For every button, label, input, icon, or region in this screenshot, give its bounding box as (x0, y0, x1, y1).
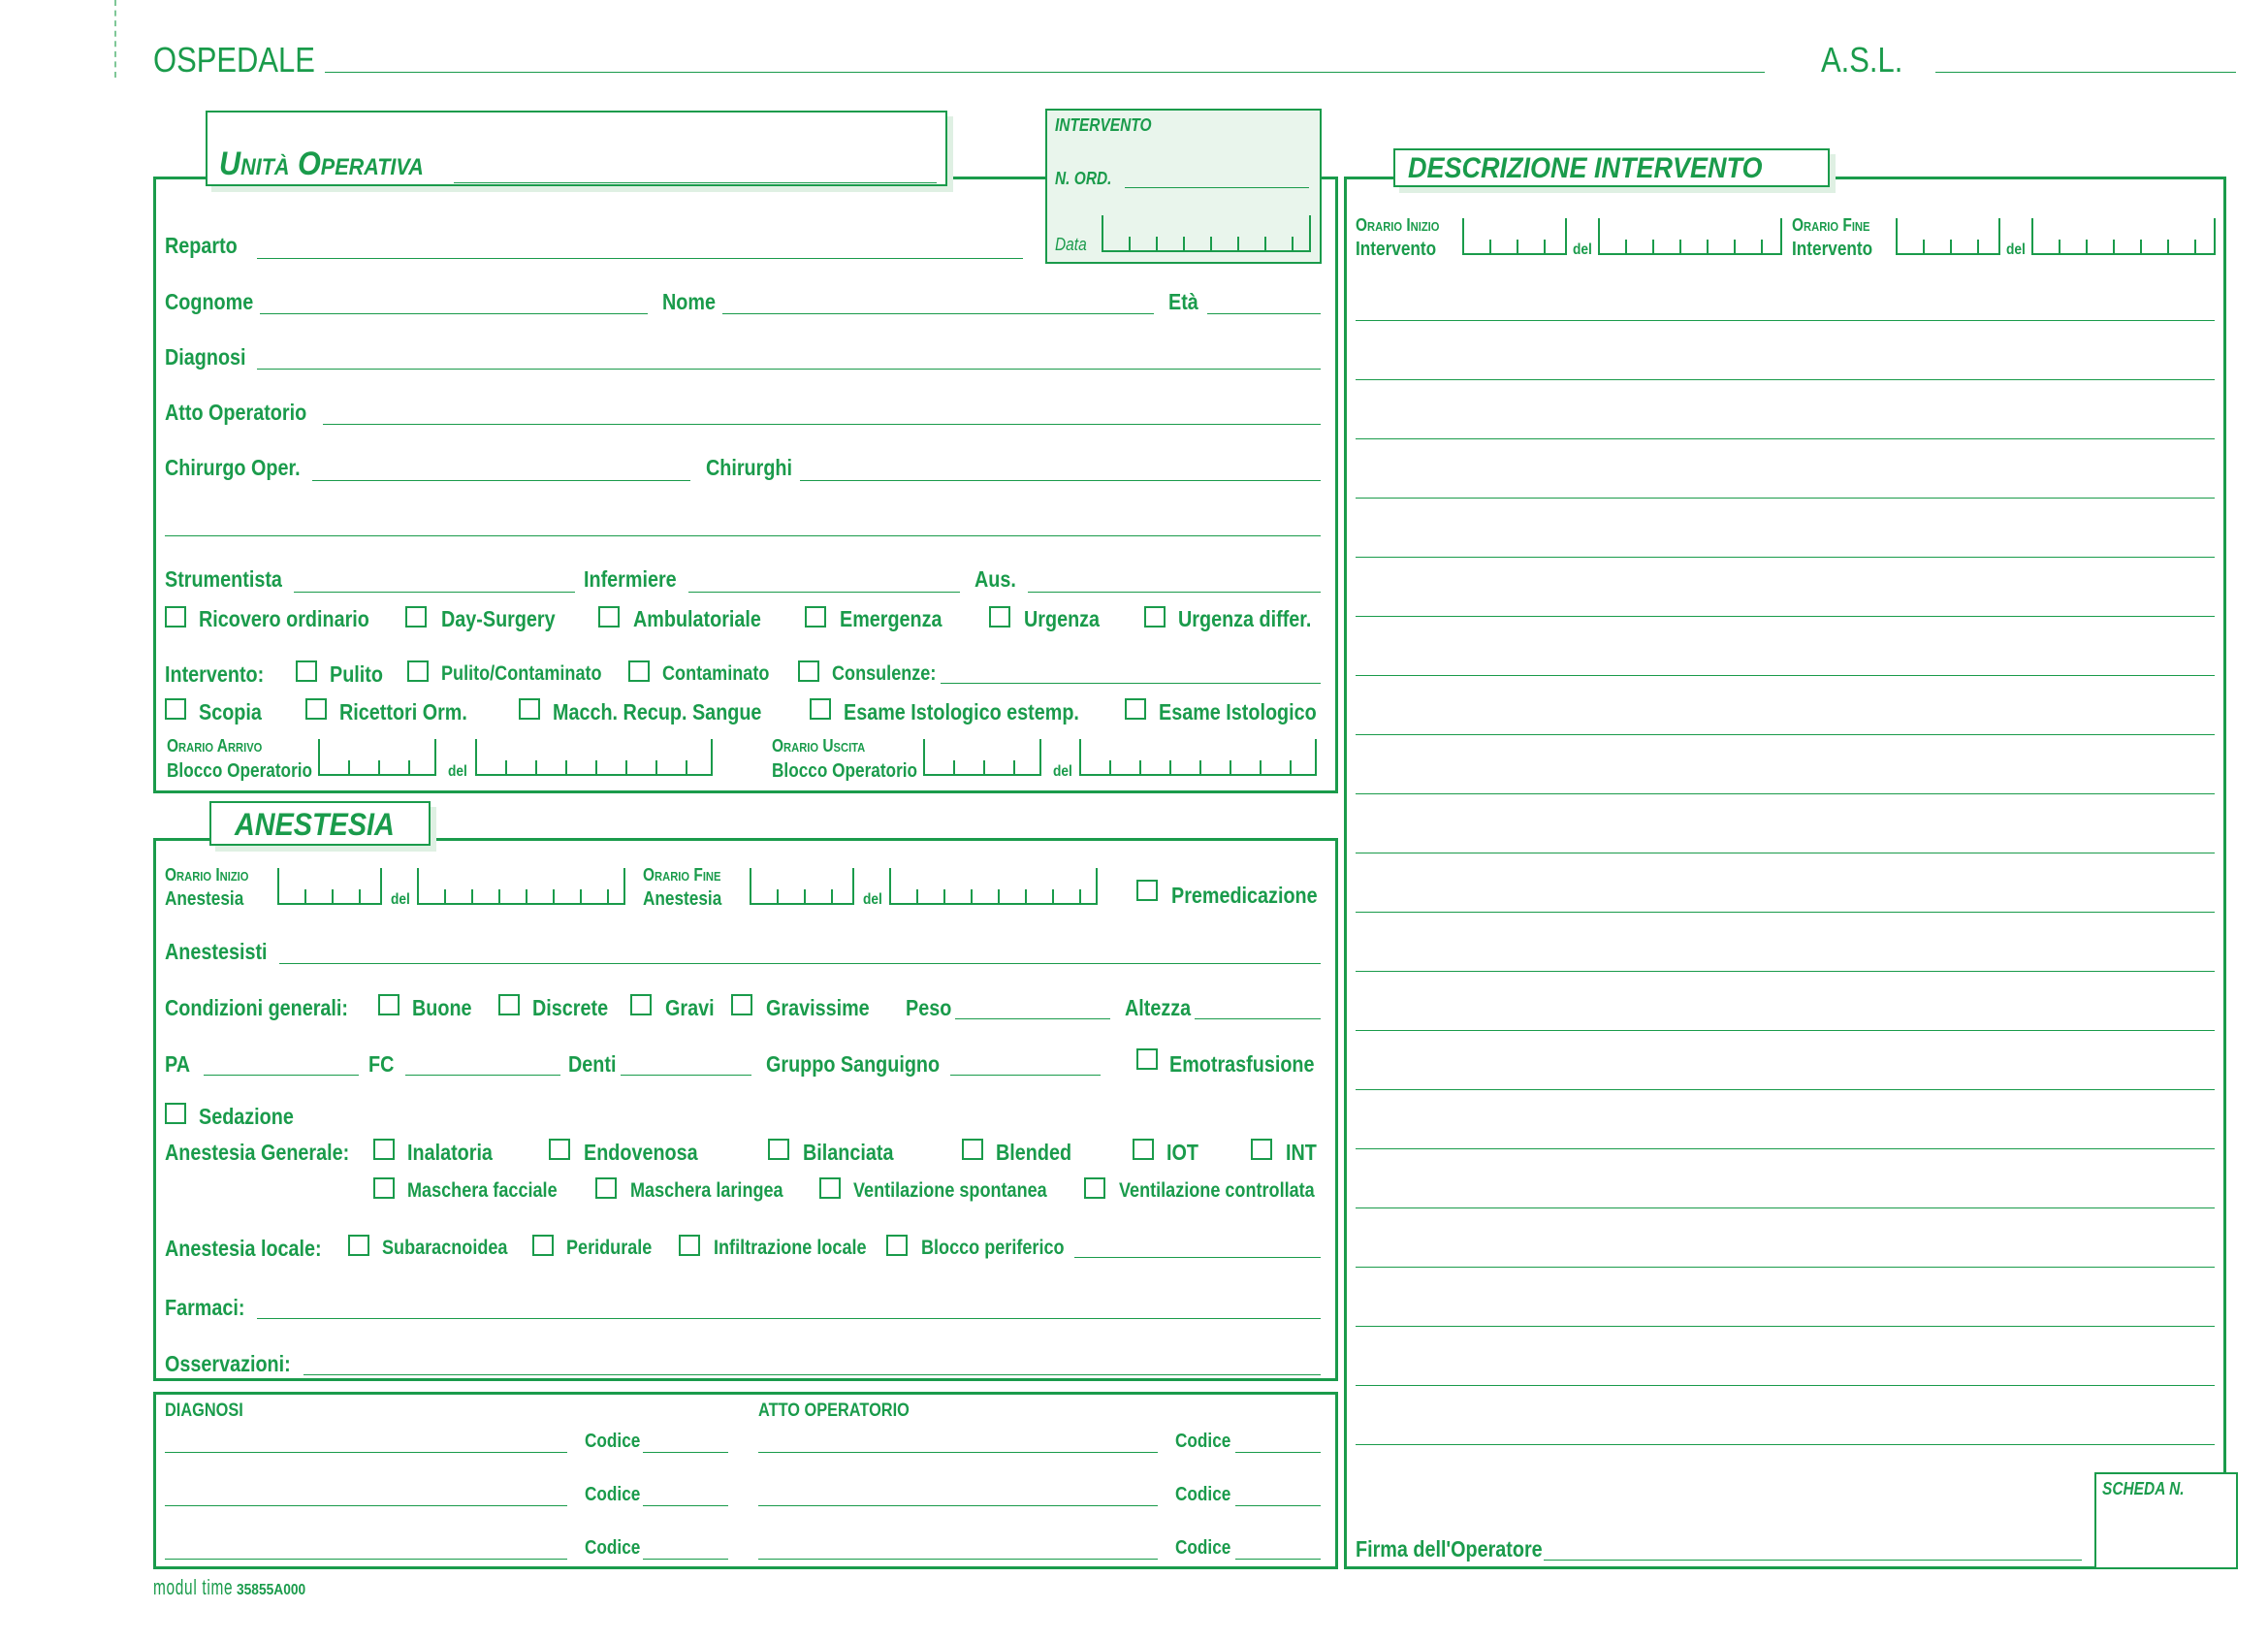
diagnosi-codice-1[interactable] (643, 1452, 728, 1453)
fine-intervento-label: Orario Fine (1792, 215, 1870, 235)
inizio-intervento-field[interactable] (1462, 218, 1567, 255)
n-ord-field[interactable] (1125, 187, 1309, 188)
inalatoria-label: Inalatoria (407, 1140, 493, 1165)
iot-label: IOT (1166, 1140, 1198, 1165)
descrizione-title: DESCRIZIONE INTERVENTO (1408, 152, 1763, 184)
inizio-anestesia-del: del (391, 891, 410, 908)
pulito-contaminato-checkbox[interactable] (407, 660, 429, 682)
subaracnoidea-label: Subaracnoidea (382, 1237, 508, 1259)
endovenosa-checkbox[interactable] (549, 1139, 570, 1160)
fine-anestesia-label: Orario Fine (643, 865, 721, 885)
chirurghi-label: Chirurghi (706, 455, 793, 480)
codici-diagnosi-title: DIAGNOSI (165, 1401, 243, 1421)
codice-label: Codice (1175, 1431, 1231, 1452)
inizio-anestesia-label: Orario Inizio (165, 865, 249, 885)
contaminato-label: Contaminato (662, 662, 770, 685)
codici-atto-title: ATTO OPERATORIO (758, 1401, 910, 1421)
ambulatoriale-checkbox[interactable] (598, 606, 620, 628)
altezza-label: Altezza (1125, 995, 1192, 1020)
gravi-checkbox[interactable] (630, 994, 652, 1015)
int-label: INT (1286, 1140, 1317, 1165)
intervento-label: Intervento: (165, 661, 265, 687)
fine-intervento-sub: Intervento (1792, 239, 1873, 260)
descrizione-line[interactable] (1356, 1385, 2215, 1386)
descrizione-line[interactable] (1356, 498, 2215, 499)
maschera-laringea-label: Maschera laringea (630, 1179, 783, 1202)
diagnosi-codice-2[interactable] (643, 1505, 728, 1506)
strumentista-label: Strumentista (165, 566, 282, 592)
descrizione-line[interactable] (1356, 1030, 2215, 1031)
descrizione-line[interactable] (1356, 1267, 2215, 1268)
urgenza-differ-label: Urgenza differ. (1178, 606, 1312, 631)
anestesisti-label: Anestesisti (165, 939, 268, 964)
urgenza-label: Urgenza (1024, 606, 1101, 631)
fine-anestesia-sub: Anestesia (643, 888, 722, 910)
ricettori-label: Ricettori Orm. (339, 699, 467, 724)
fine-intervento-del: del (2006, 241, 2026, 258)
data-label: Data (1055, 235, 1087, 254)
aus-label: Aus. (974, 566, 1016, 592)
emotrasfusione-checkbox[interactable] (1136, 1048, 1158, 1070)
day-surgery-label: Day-Surgery (441, 606, 556, 631)
eta-field[interactable] (1207, 313, 1321, 314)
premedicazione-label: Premedicazione (1171, 883, 1318, 908)
asl-label: A.S.L. (1821, 40, 1903, 80)
pulito-label: Pulito (330, 661, 383, 687)
infiltrazione-label: Infiltrazione locale (714, 1237, 867, 1259)
descrizione-line[interactable] (1356, 793, 2215, 794)
altezza-field[interactable] (1195, 1018, 1321, 1019)
inizio-anestesia-field[interactable] (277, 868, 382, 905)
atto-row-1[interactable] (758, 1452, 1158, 1453)
ventilazione-spontanea-label: Ventilazione spontanea (853, 1179, 1047, 1202)
cut-line (114, 0, 116, 78)
descrizione-line[interactable] (1356, 1207, 2215, 1208)
osservazioni-label: Osservazioni: (165, 1351, 291, 1376)
fc-label: FC (368, 1051, 395, 1077)
unita-operativa-title: Unità Operativa (219, 145, 424, 182)
arrivo-del-label: del (448, 763, 467, 780)
nome-label: Nome (662, 289, 716, 314)
atto-operatorio-field[interactable] (323, 424, 1321, 425)
infiltrazione-checkbox[interactable] (679, 1235, 700, 1256)
ventilazione-controllata-label: Ventilazione controllata (1119, 1179, 1315, 1202)
fine-intervento-field[interactable] (1896, 218, 2000, 255)
inizio-intervento-date[interactable] (1598, 218, 1782, 255)
chirurghi-field[interactable] (800, 480, 1321, 481)
gravissime-label: Gravissime (766, 995, 870, 1020)
discrete-checkbox[interactable] (498, 994, 520, 1015)
inizio-intervento-sub: Intervento (1356, 239, 1437, 260)
emergenza-label: Emergenza (840, 606, 942, 631)
iot-checkbox[interactable] (1133, 1139, 1154, 1160)
day-surgery-checkbox[interactable] (405, 606, 427, 628)
condizioni-label: Condizioni generali: (165, 995, 349, 1020)
orario-uscita-label: Orario Uscita (772, 736, 866, 756)
scopia-label: Scopia (199, 699, 262, 724)
intervento-box-title: INTERVENTO (1055, 115, 1152, 135)
endovenosa-label: Endovenosa (584, 1140, 698, 1165)
buone-label: Buone (412, 995, 472, 1020)
codice-label: Codice (585, 1431, 641, 1452)
scheda-label: SCHEDA N. (2102, 1479, 2185, 1498)
peridurale-checkbox[interactable] (532, 1235, 554, 1256)
firma-label: Firma dell'Operatore (1356, 1536, 1543, 1562)
consulenze-checkbox[interactable] (798, 660, 819, 682)
descrizione-line[interactable] (1356, 320, 2215, 321)
ventilazione-spontanea-checkbox[interactable] (819, 1177, 841, 1199)
cognome-label: Cognome (165, 289, 254, 314)
pa-label: PA (165, 1051, 191, 1077)
peso-label: Peso (906, 995, 952, 1020)
blocco-periferico-checkbox[interactable] (886, 1235, 908, 1256)
peso-field[interactable] (955, 1018, 1110, 1019)
asl-field[interactable] (1935, 72, 2236, 73)
descrizione-line[interactable] (1356, 912, 2215, 913)
inizio-intervento-label: Orario Inizio (1356, 215, 1440, 235)
istologico-checkbox[interactable] (1125, 698, 1146, 720)
fine-anestesia-field[interactable] (750, 868, 854, 905)
urgenza-differ-checkbox[interactable] (1144, 606, 1166, 628)
maschera-laringea-checkbox[interactable] (595, 1177, 617, 1199)
farmaci-label: Farmaci: (165, 1295, 245, 1320)
orario-uscita-field[interactable] (923, 739, 1041, 776)
brand-logo: modul time (153, 1575, 234, 1599)
bilanciata-checkbox[interactable] (768, 1139, 789, 1160)
descrizione-line[interactable] (1356, 616, 2215, 617)
atto-codice-3[interactable] (1235, 1559, 1321, 1560)
anestesia-locale-label: Anestesia locale: (165, 1236, 322, 1261)
inizio-anestesia-date[interactable] (417, 868, 625, 905)
diagnosi-row-3[interactable] (165, 1559, 567, 1560)
codice-label: Codice (585, 1484, 641, 1505)
gravi-label: Gravi (665, 995, 715, 1020)
descrizione-line[interactable] (1356, 379, 2215, 380)
firma-field[interactable] (1544, 1560, 2082, 1561)
atto-operatorio-label: Atto Operatorio (165, 400, 307, 425)
codice-label: Codice (585, 1537, 641, 1559)
eta-label: Età (1168, 289, 1198, 314)
discrete-label: Discrete (532, 995, 609, 1020)
anestesia-generale-label: Anestesia Generale: (165, 1140, 350, 1165)
chirurgo-label: Chirurgo Oper. (165, 455, 301, 480)
denti-label: Denti (568, 1051, 617, 1077)
blended-checkbox[interactable] (962, 1139, 983, 1160)
blocco-arrivo-label: Blocco Operatorio (167, 760, 313, 782)
gravissime-checkbox[interactable] (731, 994, 752, 1015)
chirurghi-field-2[interactable] (165, 535, 1321, 536)
descrizione-line[interactable] (1356, 971, 2215, 972)
inizio-intervento-del: del (1573, 241, 1592, 258)
macch-recup-checkbox[interactable] (519, 698, 540, 720)
sedazione-checkbox[interactable] (165, 1103, 186, 1124)
istologico-estemp-label: Esame Istologico estemp. (844, 699, 1079, 724)
ambulatoriale-label: Ambulatoriale (633, 606, 761, 631)
gruppo-label: Gruppo Sanguigno (766, 1051, 941, 1077)
diagnosi-row-1[interactable] (165, 1452, 567, 1453)
consulenze-label: Consulenze: (832, 662, 937, 685)
hospital-label: OSPEDALE (153, 40, 315, 80)
infermiere-label: Infermiere (584, 566, 677, 592)
subaracnoidea-checkbox[interactable] (348, 1235, 369, 1256)
denti-field[interactable] (621, 1075, 751, 1076)
anestesisti-field[interactable] (279, 963, 1321, 964)
descrizione-line[interactable] (1356, 734, 2215, 735)
data-uscita-field[interactable] (1079, 739, 1317, 776)
descrizione-line[interactable] (1356, 1148, 2215, 1149)
blocco-uscita-label: Blocco Operatorio (772, 760, 918, 782)
nome-field[interactable] (722, 313, 1154, 314)
ricettori-checkbox[interactable] (305, 698, 327, 720)
blended-label: Blended (996, 1140, 1072, 1165)
chirurgo-field[interactable] (312, 480, 690, 481)
diagnosi-codice-3[interactable] (643, 1559, 728, 1560)
fine-intervento-date[interactable] (2031, 218, 2216, 255)
istologico-label: Esame Istologico (1159, 699, 1317, 724)
urgenza-checkbox[interactable] (989, 606, 1010, 628)
data-field[interactable] (1102, 215, 1311, 252)
macch-recup-label: Macch. Recup. Sangue (553, 699, 762, 724)
data-arrivo-field[interactable] (475, 739, 713, 776)
fc-field[interactable] (405, 1075, 560, 1076)
fine-anestesia-date[interactable] (889, 868, 1098, 905)
reparto-label: Reparto (165, 233, 238, 258)
int-checkbox[interactable] (1251, 1139, 1272, 1160)
descrizione-section (1344, 177, 2226, 1569)
descrizione-line[interactable] (1356, 1326, 2215, 1327)
maschera-facciale-label: Maschera facciale (407, 1179, 558, 1202)
anestesia-section (153, 838, 1338, 1381)
scopia-checkbox[interactable] (165, 698, 186, 720)
atto-row-3[interactable] (758, 1559, 1158, 1560)
blocco-periferico-label: Blocco periferico (921, 1237, 1065, 1259)
pa-field[interactable] (204, 1075, 359, 1076)
unita-operativa-field[interactable] (454, 182, 937, 183)
fine-anestesia-del: del (863, 891, 882, 908)
n-ord-label: N. ORD. (1055, 169, 1112, 188)
ricovero-ordinario-label: Ricovero ordinario (199, 606, 369, 631)
descrizione-line[interactable] (1356, 438, 2215, 439)
emotrasfusione-label: Emotrasfusione (1169, 1051, 1315, 1077)
ricovero-ordinario-checkbox[interactable] (165, 606, 186, 628)
descrizione-line[interactable] (1356, 557, 2215, 558)
aus-field[interactable] (1028, 592, 1321, 593)
gruppo-field[interactable] (950, 1075, 1101, 1076)
descrizione-line[interactable] (1356, 675, 2215, 676)
inizio-anestesia-sub: Anestesia (165, 888, 244, 910)
diagnosi-row-2[interactable] (165, 1505, 567, 1506)
diagnosi-label: Diagnosi (165, 344, 246, 370)
emergenza-checkbox[interactable] (805, 606, 826, 628)
orario-arrivo-label: Orario Arrivo (167, 736, 263, 756)
cognome-field[interactable] (260, 313, 648, 314)
atto-codice-2[interactable] (1235, 1505, 1321, 1506)
consulenze-field[interactable] (941, 683, 1321, 684)
hospital-field[interactable] (325, 72, 1765, 73)
ventilazione-controllata-checkbox[interactable] (1084, 1177, 1105, 1199)
peridurale-label: Peridurale (566, 1237, 653, 1259)
anestesia-title: ANESTESIA (235, 807, 395, 842)
buone-checkbox[interactable] (378, 994, 399, 1015)
anestesia-locale-field[interactable] (1074, 1257, 1321, 1258)
diagnosi-field[interactable] (257, 369, 1321, 370)
pulito-checkbox[interactable] (296, 660, 317, 682)
descrizione-line[interactable] (1356, 1444, 2215, 1445)
codice-label: Codice (1175, 1484, 1231, 1505)
contaminato-checkbox[interactable] (628, 660, 650, 682)
atto-codice-1[interactable] (1235, 1452, 1321, 1453)
strumentista-field[interactable] (294, 592, 575, 593)
farmaci-field[interactable] (257, 1318, 1321, 1319)
codici-section (153, 1392, 1338, 1569)
sedazione-label: Sedazione (199, 1104, 294, 1129)
maschera-facciale-checkbox[interactable] (373, 1177, 395, 1199)
form-code: 35855A000 (237, 1582, 306, 1598)
codice-label: Codice (1175, 1537, 1231, 1559)
descrizione-line[interactable] (1356, 1089, 2215, 1090)
reparto-field[interactable] (257, 258, 1023, 259)
premedicazione-checkbox[interactable] (1136, 880, 1158, 901)
uscita-del-label: del (1053, 763, 1072, 780)
orario-arrivo-field[interactable] (318, 739, 436, 776)
istologico-estemp-checkbox[interactable] (810, 698, 831, 720)
infermiere-field[interactable] (688, 592, 960, 593)
bilanciata-label: Bilanciata (803, 1140, 894, 1165)
atto-row-2[interactable] (758, 1505, 1158, 1506)
pulito-contaminato-label: Pulito/Contaminato (441, 662, 602, 685)
osservazioni-field[interactable] (303, 1374, 1321, 1375)
inalatoria-checkbox[interactable] (373, 1139, 395, 1160)
